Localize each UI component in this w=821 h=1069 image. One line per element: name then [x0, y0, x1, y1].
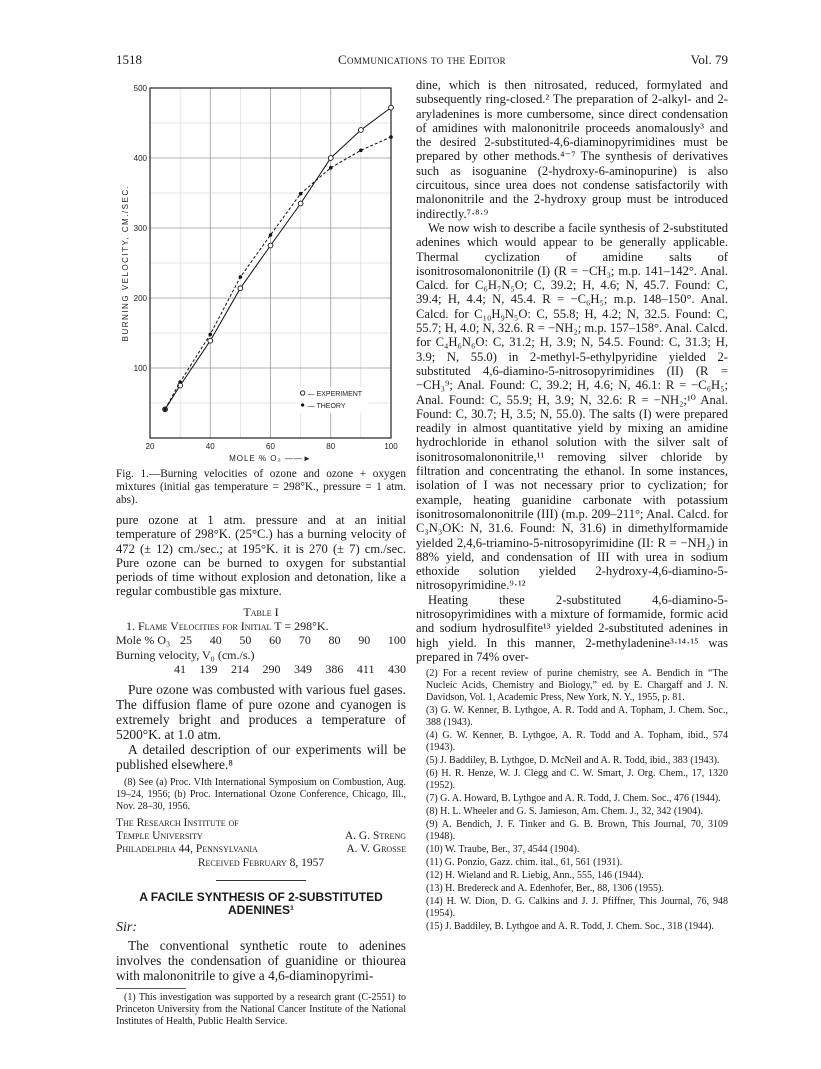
legend-marker-experiment: [300, 391, 304, 395]
burning-velocity-chart: [116, 78, 406, 464]
y-tick-label: 400: [133, 154, 147, 163]
table-cell: 80: [328, 633, 341, 648]
paragraph: The conventional synthetic route to adenines involves the condensation of guanidine or thiourea with malononitrile to give a 4,6-diaminopyrimi-: [116, 937, 406, 983]
x-tick-label: 40: [205, 442, 215, 451]
table-row-label: Mole % O₃: [116, 633, 171, 648]
table-cells: [180, 633, 406, 647]
reference-item: (2) For a recent review of purine chemistry, see A. Bendich in “The Nucleic Acids, Chemistry and Biology,” ed. by E. Chargaff and J. N. Davidson, Vol. 1, Academic Press, New York, N. Y., 1955, p. 81.: [426, 668, 728, 704]
table-cell: 41: [174, 661, 186, 676]
data-point-theory: [359, 149, 363, 153]
reference-item: (15) J. Baddiley, B. Lythgoe and A. R. Todd, J. Chem. Soc., 318 (1944).: [426, 921, 714, 933]
y-tick-label: 500: [133, 84, 147, 93]
table-cell: 290: [262, 661, 281, 676]
y-tick-label: 100: [133, 364, 147, 373]
reference-item: (12) H. Wieland and R. Liebig, Ann., 555, 146 (1944).: [426, 870, 644, 882]
table-cell: 349: [293, 661, 312, 676]
table-cell: 411: [356, 661, 375, 676]
y-tick-label: 200: [133, 294, 147, 303]
paragraph: Pure ozone was combusted with various fuel gases. The diffusion flame of pure ozone and cyanogen is extremely bright and produces a temperature of 5200°K. at 1.0 atm.: [116, 682, 406, 743]
reference-item: (11) G. Ponzio, Gazz. chim. ital., 61, 561 (1931).: [426, 857, 623, 869]
reference-item: (14) H. W. Dion, D. G. Calkins and J. J. Pfiffner, This Journal, 76, 948 (1954).: [426, 896, 728, 920]
legend-label: — THEORY: [307, 403, 346, 410]
x-tick-label: 60: [266, 442, 275, 451]
paragraph: dine, which is then nitrosated, reduced, formylated and subsequently ring-closed.² The preparation of 2-alkyl- and 2-aryladenines is more cumbersome, since direct condensation of amidines with malononitrile proceeds anomalously³ and the desired 2-substituted-4,6-diaminopyrimidines must be prepared by other methods.⁴⁻⁷ The synthesis of derivatives such as isoguanine (2-hydroxy-6-aminopurine) is also circuitous, since urea does not condense satisfactorily with malononitrile and the 2-hydroxy group must be introduced indirectly.⁷·⁸·⁹: [416, 78, 728, 221]
table-cell: 214: [230, 661, 249, 676]
data-point-theory: [299, 192, 303, 196]
data-point-theory: [269, 233, 273, 237]
page-header: [116, 52, 728, 70]
table-cell: 100: [387, 633, 406, 648]
table-row-label: Burning velocity, V₀ (cm./s.): [116, 647, 255, 662]
running-title: Communications to the Editor: [338, 52, 506, 67]
data-point-experiment: [328, 156, 333, 161]
reference-list: [416, 668, 728, 933]
table-title: 1. Flame Velocities for Initial T = 298°K.: [126, 619, 329, 634]
data-point-experiment: [208, 338, 213, 343]
table-1: [116, 605, 406, 676]
data-point-theory: [389, 135, 393, 139]
paragraph: We now wish to describe a facile synthesis of 2-substituted adenines which would appear to be generally applicable. Thermal cyclization of amidine salts of isonitrosomalononitrile (I) (R = −CH₃; m.p. 141–142°. Anal. Calcd. for C₆H₇N₅O; C, 39.2; H, 4.6; N, 45.7. Found: C, 39.4; H, 4.4; N, 45.4. R = −C₆H₅; m.p. 148–150°. Anal. Calcd. for C₁₀H₉N₅O: C, 55.8; H, 4.2; N, 32.5. Found: C, 55.7; H, 4.0; N, 32.6. R = −NH₂; m.p. 157–158°. Anal. Calcd. for C₄H₆N₆O: C, 31.2; H, 3.9; N, 54.5. Found: C, 31.3; H, 3.9; N, 55.0) in 2-methyl-5-ethylpyridine yielded 2-substituted 4,6-diamino-5-nitrosopyrimidines (II) (R = −CH₃⁹; Anal. Found: C, 39.2; H, 4.6; N, 46.1: R = −C₆H₅; Anal. Found: C, 55.9; H, 3.9; N, 32.6: R = −NH₂;¹⁰ Anal. Found: C, 30.7; H, 3.5; N, 55.0). The salts (I) were prepared readily in almost quantitative yield by mixing an amidine hydrochloride in ethanol solution with the silver salt of isonitrosomalononitrile,¹¹ removing silver chloride by filtration and concentrating the ethanol. In some instances, isolation of I was not necessary prior to cyclization; for example, heating guanidine carbonate with potassium isonitrosomalononitrile (III) (m.p. 209–211°; Anal. Calcd. for C₃N₃OK: N, 31.6. Found: N, 31.6) in dimethylformamide yielded 2,4,6-triamino-5-nitrosopyrimidine (II: R = −NH₂) in 88% yield, and condensation of III with urea in sodium ethoxide solution yielded 2-hydroxy-4,6-diamino-5-nitrosopyrimidine.⁹·¹²: [416, 220, 728, 593]
right-column: [416, 78, 728, 934]
table-cell: 25: [180, 633, 192, 648]
reference-item: (6) H. R. Henze, W. J. Clegg and C. W. Smart, J. Org. Chem., 17, 1320 (1952).: [426, 768, 728, 792]
table-label: Table I: [243, 604, 279, 619]
data-point-experiment: [298, 201, 303, 206]
table-cell: 60: [269, 633, 282, 648]
reference-item: (5) J. Baddiley, B. Lythgoe, D. McNeil and A. R. Todd, ibid., 383 (1943).: [426, 755, 720, 767]
data-point-theory: [163, 408, 167, 412]
table-cell: 386: [325, 661, 344, 676]
article-title: A FACILE SYNTHESIS OF 2-SUBSTITUTED ADENINES¹: [139, 890, 383, 918]
reference-item: (9) A. Bendich, J. F. Tinker and G. B. Brown, This Journal, 70, 3109 (1948).: [426, 819, 728, 843]
affiliation-block: [116, 817, 406, 870]
figure-caption: Fig. 1.—Burning velocities of ozone and ozone + oxygen mixtures (initial gas temperature = 298°K., pressure = 1 atm. abs).: [116, 468, 406, 506]
table-cell: 40: [209, 633, 222, 648]
left-column: [116, 78, 406, 1029]
table-cell: 50: [239, 633, 252, 648]
data-point-theory: [329, 166, 333, 170]
table-cells: [174, 662, 406, 676]
data-point-experiment: [268, 243, 273, 248]
reference-item: (13) H. Bredereck and A. Edenhofer, Ber., 88, 1306 (1955).: [426, 883, 664, 895]
footnote: (8) See (a) Proc. VIth International Symposium on Combustion, Aug. 19–24, 1956; (b) Proc. International Ozone Conference, Chicago, Ill., Nov. 28–30, 1956.: [116, 777, 406, 813]
data-point-experiment: [358, 128, 363, 133]
paragraph: A detailed description of our experiments will be published elsewhere.⁸: [116, 742, 406, 773]
institute-line: Temple University: [116, 830, 203, 843]
reference-item: (10) W. Traube, Ber., 37, 4544 (1904).: [426, 844, 580, 856]
paragraph: pure ozone at 1 atm. pressure and at an initial temperature of 298°K. (25°C.) has a burning velocity of 472 (± 12) cm./sec.; at 195°K. it is 270 (± 7) cm./sec. Pure ozone can be burned to oxygen for substantial periods of time without explosion and detonation, like a regular combustible gas mixture.: [116, 513, 406, 599]
table-row: [116, 662, 406, 676]
received-date: Received February 8, 1957: [197, 857, 325, 870]
reference-item: (8) H. L. Wheeler and G. S. Jamieson, Am. Chem. J., 32, 342 (1904).: [426, 806, 703, 818]
reference-item: (4) G. W. Kenner, B. Lythgoe, A. R. Todd and A. Topham, ibid., 574 (1943).: [426, 730, 728, 754]
author-name: A. G. Streng: [344, 830, 406, 843]
table-cell: 70: [298, 633, 311, 648]
data-point-theory: [239, 275, 243, 279]
x-tick-label: 80: [326, 442, 336, 451]
data-point-experiment: [238, 286, 243, 291]
footnote: (1) This investigation was supported by a research grant (C-2551) to Princeton University from the National Cancer Institute of the National Institutes of Health, Public Health Service.: [116, 991, 406, 1027]
y-tick-label: 300: [133, 224, 147, 233]
data-point-experiment: [389, 105, 394, 110]
affiliation-line: [116, 843, 406, 856]
institute-line: Philadelphia 44, Pennsylvania: [116, 843, 258, 856]
table-row: [116, 633, 406, 647]
institute-line: The Research Institute of: [116, 817, 239, 830]
page-number: 1518: [116, 52, 142, 67]
divider: [216, 880, 306, 881]
y-axis-label: BURNING VELOCITY, CM./SEC.: [121, 184, 130, 342]
paragraph: Heating these 2-substituted 4,6-diamino-5-nitrosopyrimidines with a mixture of formamide, formic acid and sodium hydrosulfite¹³ yielded 2-substituted adenines in high yield. In this manner, 2-methyladenine³·¹⁴·¹⁵ was prepared in 74% over-: [416, 592, 728, 664]
x-tick-label: 20: [145, 442, 155, 451]
x-axis-label: MOLE % O₃ ——►: [229, 454, 312, 463]
reference-item: (7) G. A. Howard, B. Lythgoe and A. R. Todd, J. Chem. Soc., 476 (1944).: [426, 793, 721, 805]
figure-1: [116, 78, 406, 464]
x-tick-label: 100: [384, 442, 398, 451]
legend-marker-theory: [301, 403, 304, 406]
author-name: A. V. Grosse: [346, 843, 406, 856]
reference-item: (3) G. W. Kenner, B. Lythgoe, A. R. Todd and A. Topham, J. Chem. Soc., 388 (1943).: [426, 705, 728, 729]
data-point-theory: [178, 380, 182, 384]
footnote-rule: [116, 988, 186, 989]
data-point-theory: [208, 333, 212, 337]
legend-label: — EXPERIMENT: [307, 391, 363, 398]
volume-number: Vol. 79: [690, 52, 728, 67]
table-cell: 139: [199, 661, 218, 676]
table-cell: 90: [358, 633, 371, 648]
series-line-theory: [165, 137, 391, 409]
salutation: Sir:: [116, 920, 137, 936]
table-cell: 430: [387, 661, 406, 676]
affiliation-line: [116, 830, 406, 843]
